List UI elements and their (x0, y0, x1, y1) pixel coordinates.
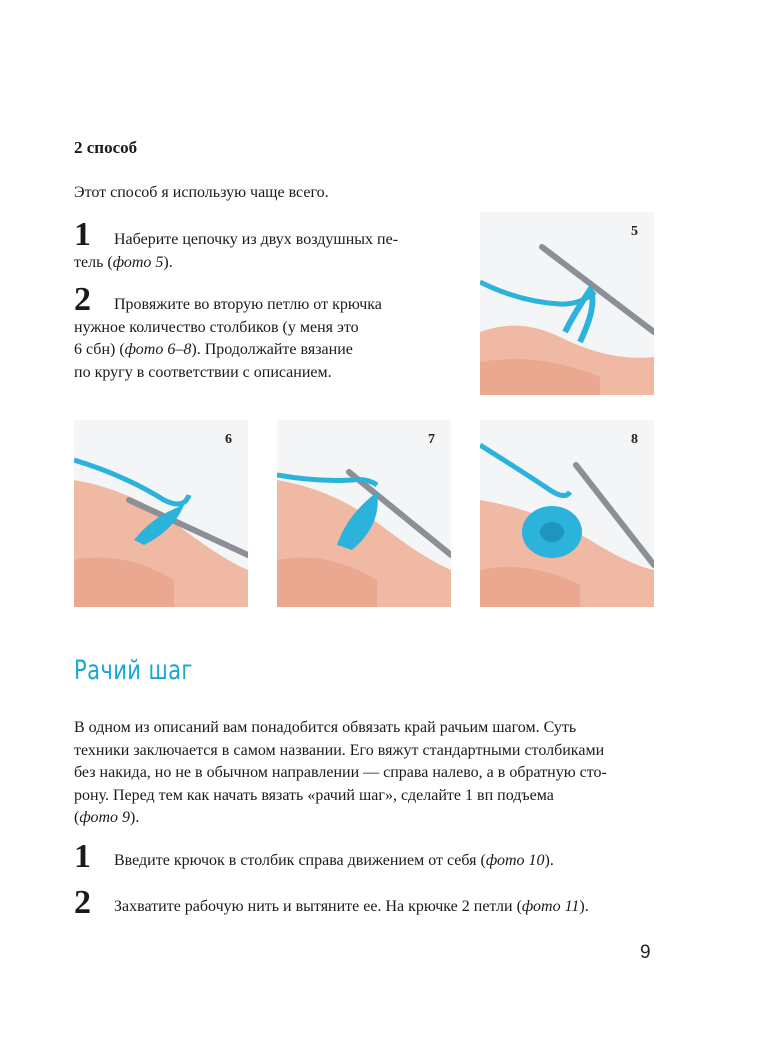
photo-5-label: 5 (631, 224, 638, 239)
photo-7-illustration (277, 420, 451, 607)
photo-6-illustration (74, 420, 248, 607)
bottom-step-number-2: 2 (74, 884, 91, 921)
step-2-line-2: нужное количество столбиков (у меня это (74, 318, 359, 336)
intro-text: Этот способ я использую чаще всего. (74, 184, 329, 201)
body-line-5: (фото 9). (74, 809, 140, 826)
photo-8-illustration (480, 420, 654, 607)
step-2-line-4: по кругу в соответствии с описанием. (74, 363, 332, 381)
photo-5-illustration (480, 212, 654, 395)
step-1-text (74, 229, 454, 274)
subheading: 2 способ (74, 138, 138, 157)
section-title: Рачий шаг (74, 655, 193, 686)
page-number: 9 (640, 942, 651, 963)
photo-5 (480, 212, 654, 395)
bottom-step-1-text: Введите крючок в столбик справа движением от себя (фото 10). (114, 852, 554, 869)
photo-7-label: 7 (428, 432, 435, 447)
step-1-line-2: тель (фото 5). (74, 253, 173, 271)
step-number-1: 1 (74, 216, 91, 253)
body-line-3: без накида, но не в обычном направлении — справа налево, а в обратную сто- (74, 764, 607, 781)
body-line-2: техники заключается в самом названии. Его вяжут стандартными столбиками (74, 741, 605, 759)
photo-6 (74, 420, 248, 607)
step-2-line-1: Провяжите во вторую петлю от крючка (114, 296, 382, 313)
photo-8 (480, 420, 654, 607)
step-2-line-3: 6 сбн) (фото 6–8). Продолжайте вязание (74, 341, 353, 358)
photo-8-label: 8 (631, 432, 638, 447)
bottom-step-2-text: Захватите рабочую нить и вытяните ее. На крючке 2 петли (фото 11). (114, 898, 589, 915)
photo-7 (277, 420, 451, 607)
body-line-4: рону. Перед тем как начать вязать «рачий шаг», сделайте 1 вп подъема (74, 786, 554, 804)
body-paragraph (74, 717, 714, 830)
step-number-2: 2 (74, 281, 91, 318)
step-2-text (74, 294, 454, 384)
bottom-step-number-1: 1 (74, 838, 91, 875)
photo-6-label: 6 (225, 432, 232, 447)
body-line-1: В одном из описаний вам понадобится обвязать край рачьим шагом. Суть (74, 719, 577, 736)
step-1-line-1: Наберите цепочку из двух воздушных пе- (114, 231, 399, 248)
